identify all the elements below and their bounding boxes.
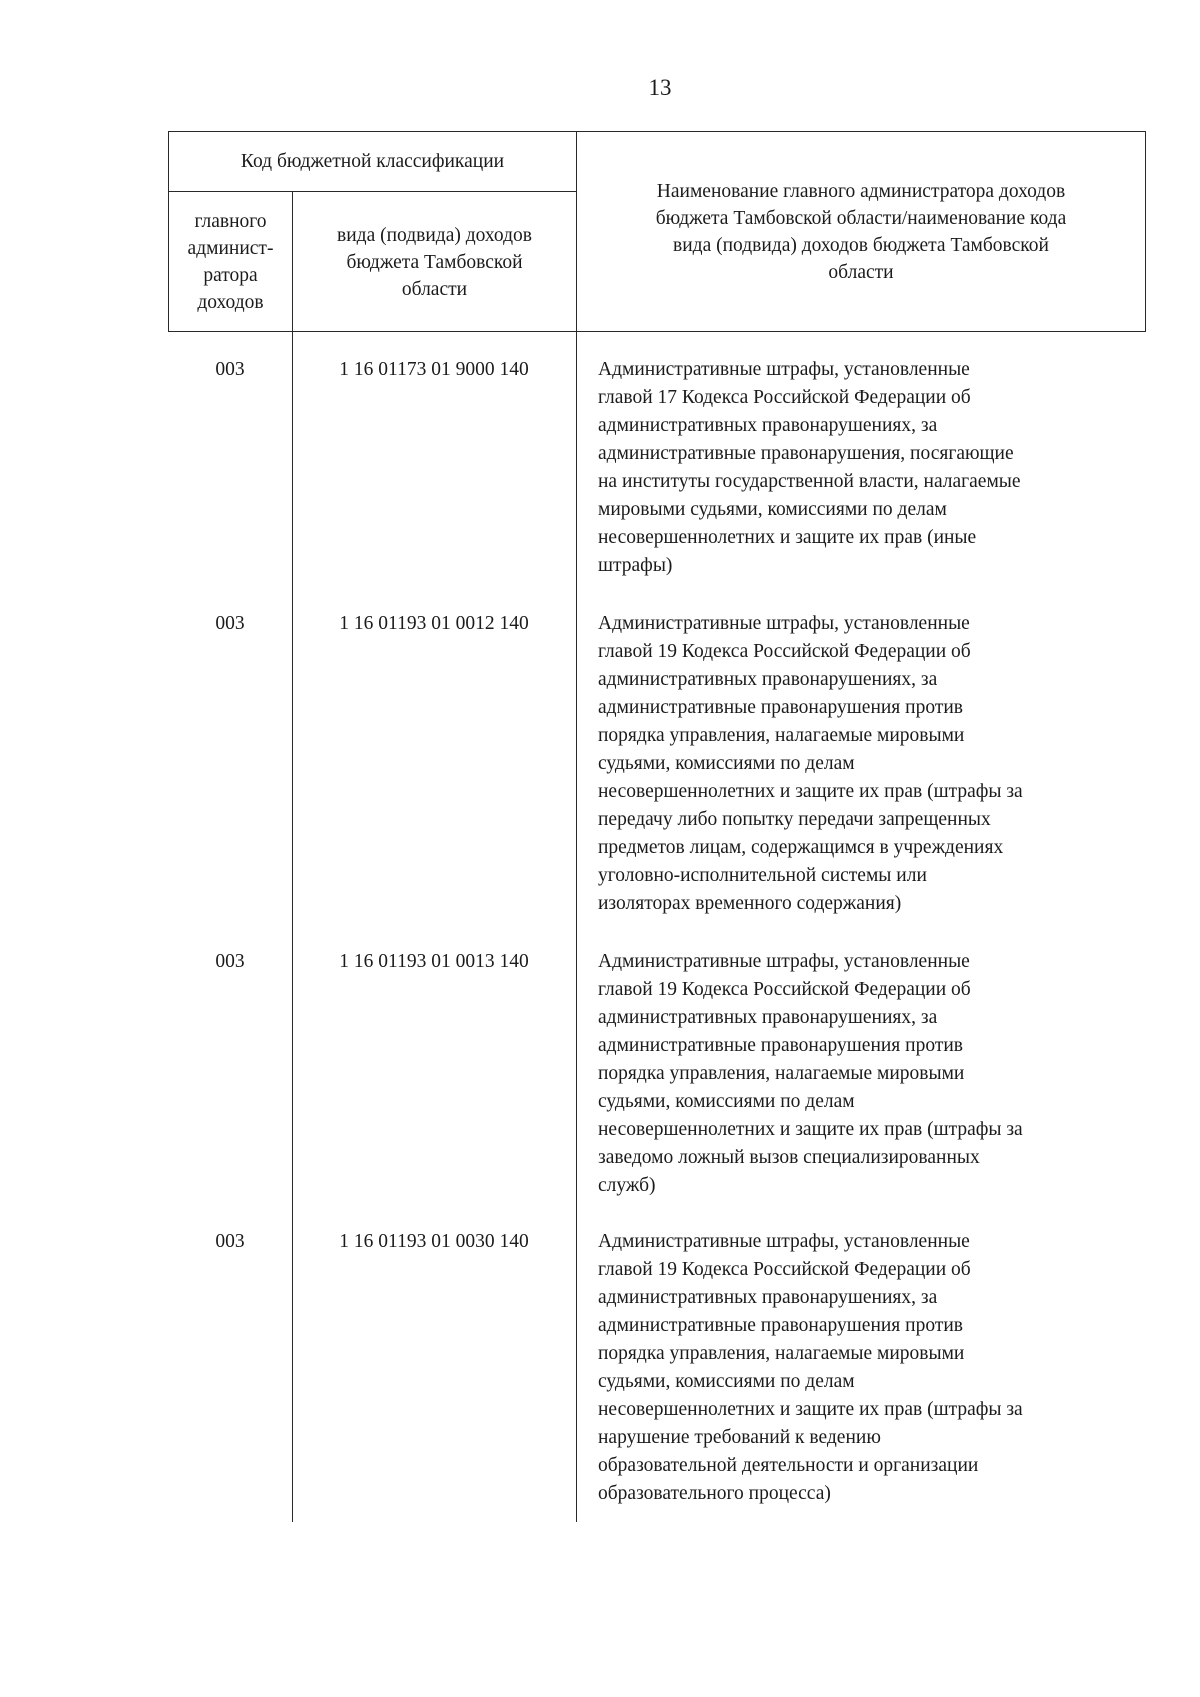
revenue-code: 1 16 01193 01 0012 140 [339, 613, 529, 634]
revenue-code: 1 16 01173 01 9000 140 [339, 359, 529, 380]
column-divider-1 [292, 332, 293, 1522]
revenue-name: Административные штрафы, установленные главой 19 Кодекса Российской Федерации об административных правонарушениях, за административные правонарушения против порядка управления, налагаемые мировыми судьями, комиссиями по делам несовершеннолетних и защите их прав (штрафы за заведомо ложный вызов специализированных служб) [598, 951, 1023, 1196]
admin-code: 003 [215, 951, 245, 972]
revenue-code: 1 16 01193 01 0030 140 [339, 1231, 529, 1252]
revenue-name: Административные штрафы, установленные главой 19 Кодекса Российской Федерации об административных правонарушениях, за административные правонарушения против порядка управления, налагаемые мировыми судьями, комиссиями по делам несовершеннолетних и защите их прав (штрафы за передачу либо попытку передачи запрещенных предметов лицам, содержащимся в учреждениях уголовно-исполнительной системы или изоляторах временного содержания) [598, 613, 1023, 914]
header-administrator-name: Наименование главного администратора доходов бюджета Тамбовской области/наименование кода вида (подвида) доходов бюджета Тамбовской области [655, 181, 1067, 283]
revenue-name: Административные штрафы, установленные главой 19 Кодекса Российской Федерации об административных правонарушениях, за административные правонарушения против порядка управления, налагаемые мировыми судьями, комиссиями по делам несовершеннолетних и защите их прав (штрафы за нарушение требований к ведению образовательной деятельности и организации образовательного процесса) [598, 1231, 1023, 1504]
header-revenue-type: вида (подвида) доходов бюджета Тамбовской области [293, 192, 577, 332]
header-chief-administrator: главного админист- ратора доходов [169, 192, 293, 332]
admin-code: 003 [215, 1231, 245, 1252]
column-divider-2 [576, 332, 577, 1522]
revenue-code: 1 16 01193 01 0013 140 [339, 951, 529, 972]
revenue-name: Административные штрафы, установленные главой 17 Кодекса Российской Федерации об административных правонарушениях, за административные правонарушения, посягающие на институты государственной власти, налагаемые мировыми судьями, комиссиями по делам несовершеннолетних и защите их прав (иные штрафы) [598, 359, 1021, 576]
admin-code: 003 [215, 359, 245, 380]
admin-code: 003 [215, 613, 245, 634]
page-number: 13 [648, 75, 672, 100]
table-header [168, 131, 1146, 332]
header-budget-classification-code: Код бюджетной классификации [169, 132, 577, 192]
